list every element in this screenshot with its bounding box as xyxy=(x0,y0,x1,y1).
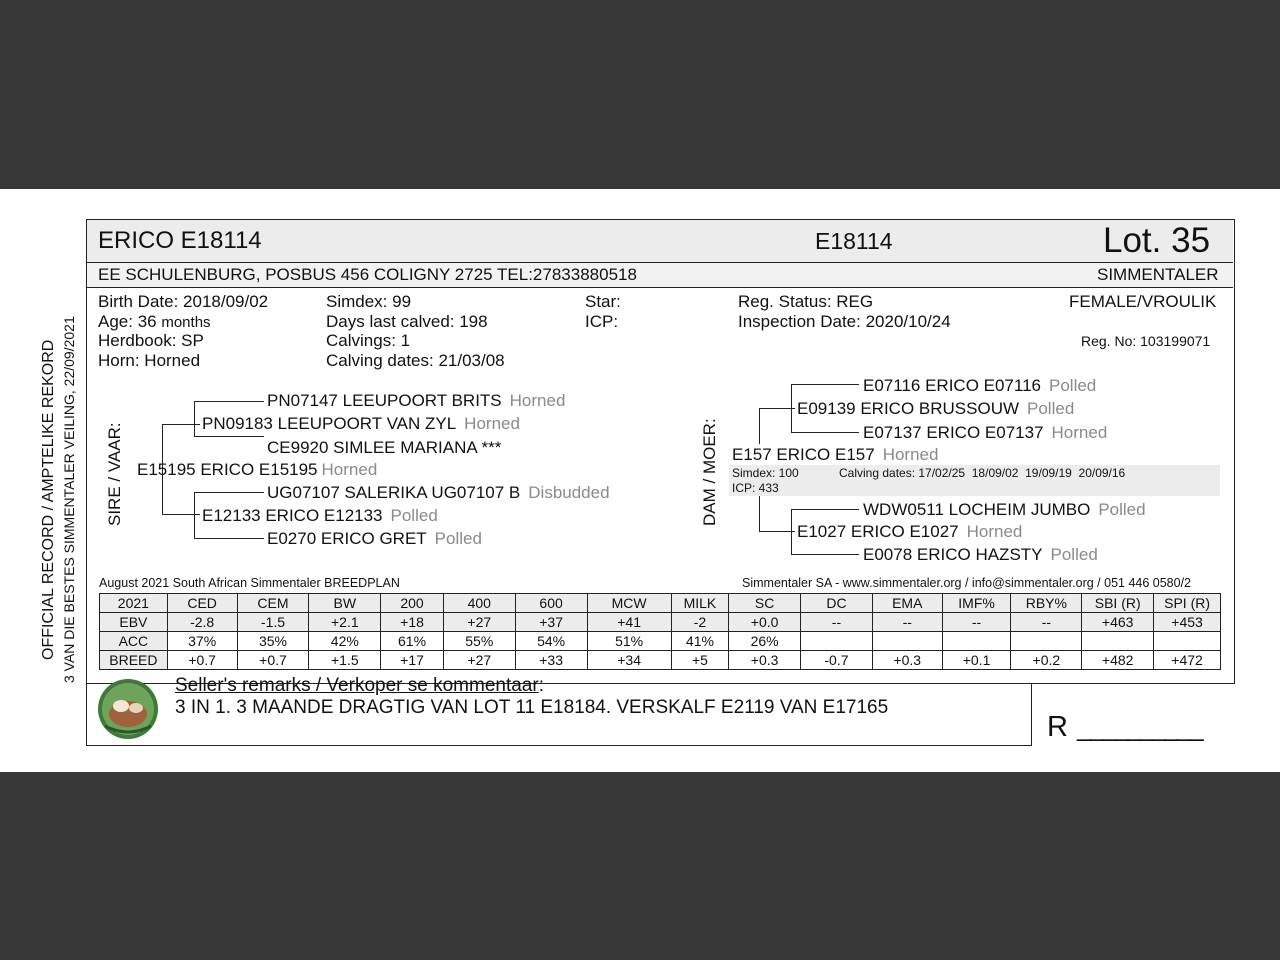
dam-dam-dam xyxy=(863,545,1098,565)
table-cell: MCW xyxy=(587,594,671,613)
days-last-calved: Days last calved: 198 xyxy=(326,312,488,331)
remarks-title-text: Seller's remarks / Verkoper se kommentaar xyxy=(175,675,539,696)
table-cell: SPI (R) xyxy=(1154,594,1221,613)
table-row xyxy=(100,613,1221,632)
ped-name: UG07107 SALERIKA UG07107 B xyxy=(267,483,521,502)
row-label: EBV xyxy=(100,613,168,632)
table-cell: -- xyxy=(1011,613,1082,632)
top-dark-band xyxy=(0,0,1280,189)
table-cell: +472 xyxy=(1154,651,1221,670)
inspection-date: Inspection Date: 2020/10/24 xyxy=(738,312,951,331)
table-cell: +5 xyxy=(671,651,728,670)
table-cell xyxy=(801,632,873,651)
breedplan-caption: August 2021 South African Simmentaler BREEDPLAN xyxy=(99,576,400,590)
remarks-text: 3 IN 1. 3 MAANDE DRAGTIG VAN LOT 11 E18184. VERSKALF E2119 VAN E17165 xyxy=(175,697,889,718)
ped-horn: Polled xyxy=(390,506,438,525)
remarks-title-colon: : xyxy=(538,675,544,696)
horn-status: Horn: Horned xyxy=(98,351,201,370)
table-cell: +33 xyxy=(515,651,587,670)
table-cell: +34 xyxy=(587,651,671,670)
sire xyxy=(137,460,377,480)
table-cell: +0.7 xyxy=(167,651,237,670)
side-official-record: OFFICIAL RECORD / AMPTELIKE REKORD xyxy=(40,339,57,660)
table-cell: +482 xyxy=(1082,651,1154,670)
price-currency: R xyxy=(1047,711,1068,743)
ped-horn: Horned xyxy=(509,391,566,410)
price-box-gap xyxy=(1031,682,1234,683)
dam-sire xyxy=(797,399,1074,419)
row-label: 2021 xyxy=(100,594,168,613)
age xyxy=(98,312,211,332)
ped-horn: Polled xyxy=(434,529,482,548)
table-cell: 35% xyxy=(237,632,309,651)
ped-name: E157 ERICO E157 xyxy=(732,445,875,464)
card-left-border xyxy=(86,682,87,745)
dam-sire-dam xyxy=(863,423,1107,443)
table-cell: -0.7 xyxy=(801,651,873,670)
dam xyxy=(732,445,938,465)
dam-icp: ICP: 433 xyxy=(732,481,779,495)
calvings: Calvings: 1 xyxy=(326,331,411,350)
sire-dam-dam xyxy=(267,529,482,549)
owner-divider xyxy=(87,287,1233,288)
side-auction-name: 3 VAN DIE BESTES SIMMENTALER VEILING, 22/09/2021 xyxy=(61,316,77,683)
sire-dam-sire xyxy=(267,483,610,503)
dam-label: DAM / MOER: xyxy=(700,418,719,526)
table-cell: -- xyxy=(872,613,942,632)
table-cell: 51% xyxy=(587,632,671,651)
table-cell: +0.3 xyxy=(872,651,942,670)
ped-horn: Polled xyxy=(1050,545,1098,564)
price-blank[interactable]: __________ xyxy=(1077,712,1202,742)
dam-dam xyxy=(797,522,1022,542)
ped-horn: Polled xyxy=(1098,500,1146,519)
bottom-dark-band xyxy=(0,772,1280,960)
ped-name: PN07147 LEEUPOORT BRITS xyxy=(267,391,502,410)
ped-horn: Polled xyxy=(1049,376,1097,395)
table-cell: RBY% xyxy=(1011,594,1082,613)
table-cell: +1.5 xyxy=(309,651,381,670)
ped-name: WDW0511 LOCHEIM JUMBO xyxy=(863,500,1091,519)
animal-id: E18114 xyxy=(815,228,893,254)
sex: FEMALE/VROULIK xyxy=(1069,292,1217,311)
table-cell: 400 xyxy=(443,594,515,613)
ped-horn: Horned xyxy=(464,414,520,433)
breed-name: SIMMENTALER xyxy=(1097,265,1219,284)
dam-calving-dates: Calving dates: 17/02/25 18/09/02 19/09/19 20/09/16 xyxy=(839,466,1126,480)
dam-simdex: Simdex: 100 xyxy=(732,466,799,480)
table-cell: 200 xyxy=(381,594,444,613)
animal-name: ERICO E18114 xyxy=(98,227,262,254)
table-cell: SC xyxy=(729,594,801,613)
table-cell: BW xyxy=(309,594,381,613)
ped-name: E0078 ERICO HAZSTY xyxy=(863,545,1043,564)
age-unit: months xyxy=(161,314,211,331)
table-cell: +0.7 xyxy=(237,651,309,670)
birth-date: Birth Date: 2018/09/02 xyxy=(98,292,269,311)
reg-status: Reg. Status: REG xyxy=(738,292,874,311)
table-cell: +463 xyxy=(1082,613,1154,632)
table-header-row xyxy=(100,594,1221,613)
table-cell: EMA xyxy=(872,594,942,613)
table-cell xyxy=(872,632,942,651)
association-logo xyxy=(97,678,159,740)
breedplan-table xyxy=(99,593,1221,670)
lot-number: Lot. 35 xyxy=(1103,221,1211,260)
dam-dam-sire xyxy=(863,500,1146,520)
ped-name: E1027 ERICO E1027 xyxy=(797,522,959,541)
table-cell: CEM xyxy=(237,594,309,613)
sire-dam xyxy=(202,506,438,526)
table-cell: +27 xyxy=(443,613,515,632)
row-label: BREED xyxy=(100,651,168,670)
table-cell xyxy=(942,632,1011,651)
age-value: Age: 36 xyxy=(98,312,157,331)
row-label: ACC xyxy=(100,632,168,651)
ped-horn: Horned xyxy=(882,445,939,464)
remarks-title xyxy=(175,675,544,697)
table-cell: +41 xyxy=(587,613,671,632)
table-cell xyxy=(1082,632,1154,651)
price-box-divider xyxy=(1031,682,1032,746)
ped-horn: Horned xyxy=(1051,423,1108,442)
table-cell: MILK xyxy=(671,594,728,613)
table-row xyxy=(100,651,1221,670)
table-cell: +0.0 xyxy=(729,613,801,632)
owner-line: EE SCHULENBURG, POSBUS 456 COLIGNY 2725 TEL:27833880518 xyxy=(98,265,637,284)
table-cell: -- xyxy=(942,613,1011,632)
table-cell: +37 xyxy=(515,613,587,632)
table-cell: +2.1 xyxy=(309,613,381,632)
table-cell: -2.8 xyxy=(167,613,237,632)
ped-horn: Horned xyxy=(966,522,1023,541)
table-cell: +0.2 xyxy=(1011,651,1082,670)
herdbook: Herdbook: SP xyxy=(98,331,204,350)
association-contact: Simmentaler SA - www.simmentaler.org / info@simmentaler.org / 051 446 0580/2 xyxy=(742,576,1192,590)
table-cell: +17 xyxy=(381,651,444,670)
table-cell: +453 xyxy=(1154,613,1221,632)
table-cell: +27 xyxy=(443,651,515,670)
sire-label: SIRE / VAAR: xyxy=(105,422,124,526)
dam-sire-sire xyxy=(863,376,1096,396)
table-cell: IMF% xyxy=(942,594,1011,613)
calving-dates: Calving dates: 21/03/08 xyxy=(326,351,505,370)
ped-name: CE9920 SIMLEE MARIANA *** xyxy=(267,438,502,457)
ped-name: E09139 ERICO BRUSSOUW xyxy=(797,399,1020,418)
table-cell: 37% xyxy=(167,632,237,651)
simdex: Simdex: 99 xyxy=(326,292,412,311)
table-cell: 42% xyxy=(309,632,381,651)
sire-sire xyxy=(202,414,520,434)
table-cell: 55% xyxy=(443,632,515,651)
table-cell xyxy=(1154,632,1221,651)
sire-sire-dam xyxy=(267,438,501,458)
table-cell: +0.1 xyxy=(942,651,1011,670)
table-cell: 54% xyxy=(515,632,587,651)
star: Star: xyxy=(585,292,621,311)
ped-name: E07137 ERICO E07137 xyxy=(863,423,1044,442)
ped-name: E07116 ERICO E07116 xyxy=(863,376,1041,395)
table-cell: 26% xyxy=(729,632,801,651)
ped-name: E15195 ERICO E15195 xyxy=(137,460,318,479)
ped-horn: Polled xyxy=(1027,399,1075,418)
table-cell: 41% xyxy=(671,632,728,651)
table-cell: DC xyxy=(801,594,873,613)
table-cell: -- xyxy=(801,613,873,632)
reg-number: Reg. No: 103199071 xyxy=(1081,333,1211,349)
ped-name: PN09183 LEEUPOORT VAN ZYL xyxy=(202,414,457,433)
table-cell xyxy=(1011,632,1082,651)
table-cell: CED xyxy=(167,594,237,613)
table-cell: 600 xyxy=(515,594,587,613)
table-cell: +18 xyxy=(381,613,444,632)
table-cell: -2 xyxy=(671,613,728,632)
table-cell: +0.3 xyxy=(729,651,801,670)
icp: ICP: xyxy=(585,312,619,331)
table-cell: -1.5 xyxy=(237,613,309,632)
table-cell: SBI (R) xyxy=(1082,594,1154,613)
table-row xyxy=(100,632,1221,651)
ped-name: E12133 ERICO E12133 xyxy=(202,506,383,525)
ped-horn: Disbudded xyxy=(528,483,610,502)
ped-horn: Horned xyxy=(321,460,378,479)
ped-name: E0270 ERICO GRET xyxy=(267,529,427,548)
card-bottom-border xyxy=(86,745,1032,746)
table-cell: 61% xyxy=(381,632,444,651)
sire-sire-sire xyxy=(267,391,565,411)
